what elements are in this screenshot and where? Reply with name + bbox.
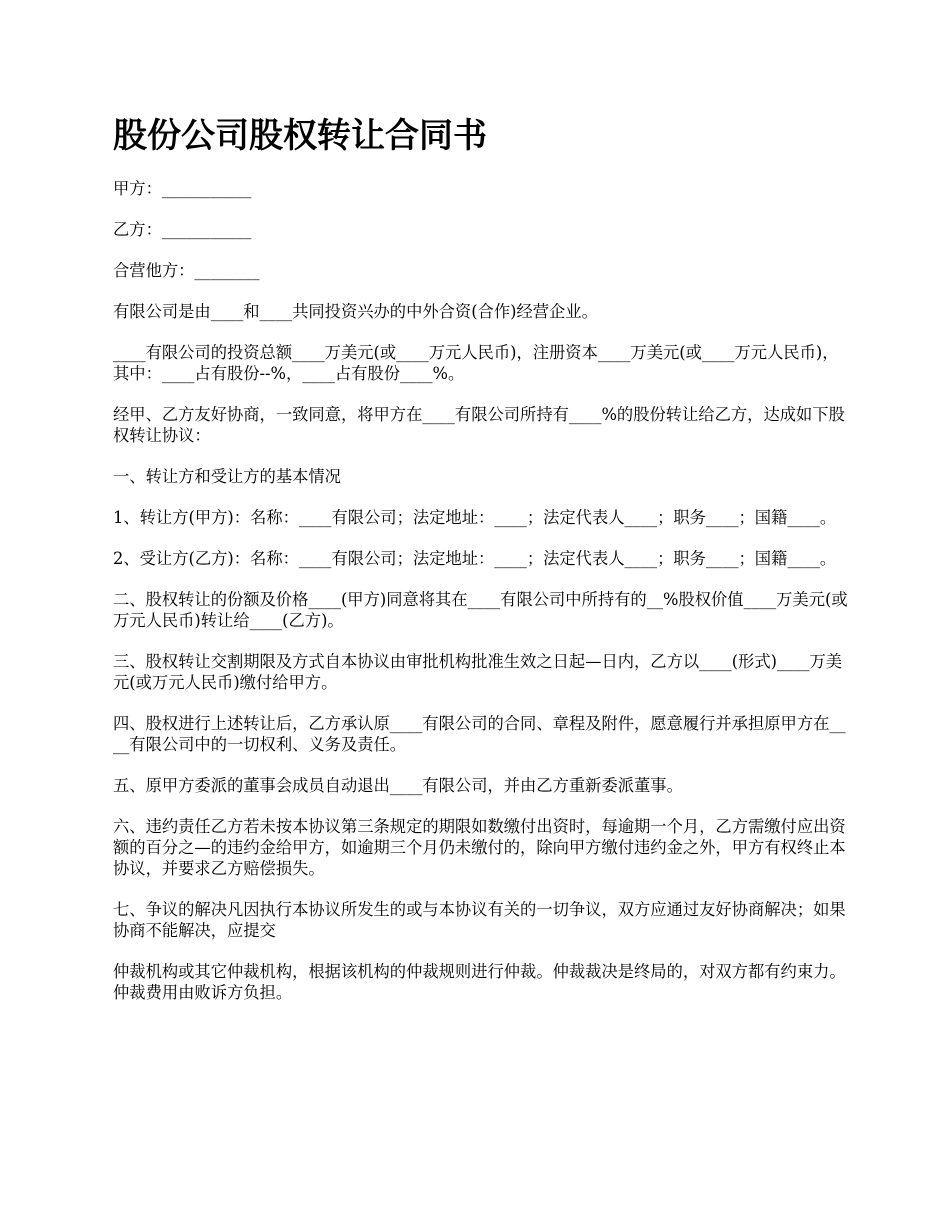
section-1-heading: 一、转让方和受让方的基本情况 — [113, 467, 341, 486]
section-7-paragraph: 七、争议的解决凡因执行本协议所发生的或与本协议有关的一切争议，双方应通过友好协商解决；如果协商不能解决，应提交 — [113, 900, 846, 940]
section-4-paragraph: 四、股权进行上述转让后，乙方承认原____有限公司的合同、章程及附件，愿意履行并承担原甲方在____有限公司中的一切权利、义务及责任。 — [113, 714, 846, 754]
section-6-paragraph: 六、违约责任乙方若未按本协议第三条规定的期限如数缴付出资时，每逾期一个月，乙方需缴付应出资额的百分之—的违约金给甲方，如逾期三个月仍未缴付的，除向甲方缴付违约金之外，甲方有权终止本协议，并要求乙方赔偿损失。 — [113, 817, 846, 878]
document-title: 股份公司股权转让合同书 — [113, 116, 487, 156]
section-2-paragraph: 二、股权转让的份额及价格____(甲方)同意将其在____有限公司中所持有的__%股权价值____万美元(或万元人民币)转让给____(乙方)。 — [113, 590, 848, 630]
transferor-paragraph: 1、转让方(甲方)：名称：____有限公司；法定地址：____；法定代表人____；职务____；国籍____。 — [113, 508, 837, 527]
transferee-paragraph: 2、受让方(乙方)：名称：____有限公司；法定地址：____；法定代表人____；职务____；国籍____。 — [113, 549, 837, 568]
document-page — [113, 112, 848, 1023]
section-3-paragraph: 三、股权转让交割期限及方式自本协议由审批机构批准生效之日起—日内，乙方以____(形式)____万美元(或万元人民币)缴付给甲方。 — [113, 652, 843, 692]
section-5-paragraph: 五、原甲方委派的董事会成员自动退出____有限公司，并由乙方重新委派董事。 — [113, 776, 683, 795]
agreement-intro-paragraph: 经甲、乙方友好协商，一致同意，将甲方在____有限公司所持有____%的股份转让给乙方，达成如下股权转让协议： — [113, 405, 845, 445]
company-intro-paragraph: 有限公司是由____和____共同投资兴办的中外合资(合作)经营企业。 — [113, 302, 598, 321]
party-b-line: 乙方：___________ — [113, 220, 252, 239]
arbitration-paragraph: 仲裁机构或其它仲裁机构，根据该机构的仲裁规则进行仲裁。仲裁裁决是终局的，对双方都有约束力。仲裁费用由败诉方负担。 — [113, 962, 846, 1002]
investment-paragraph: ____有限公司的投资总额____万美元(或____万元人民币)，注册资本____万美元(或____万元人民币)，其中：____占有股份--%，____占有股份____%。 — [113, 343, 839, 383]
party-a-line: 甲方：___________ — [113, 179, 252, 198]
joint-party-line: 合营他方：________ — [113, 261, 260, 280]
